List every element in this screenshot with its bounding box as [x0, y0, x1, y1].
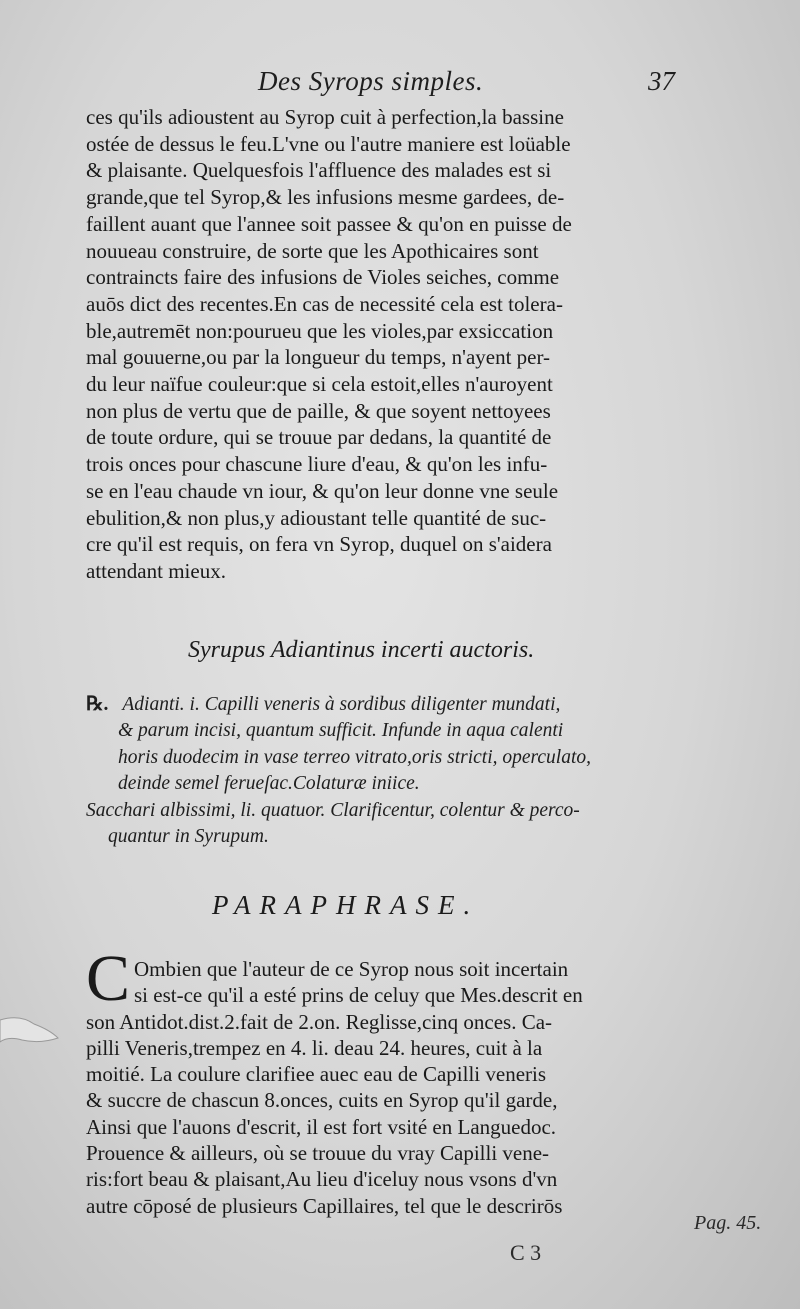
recipe-line: deinde semel ferueſac.Colaturæ iniice. — [118, 773, 420, 795]
body-paragraph — [86, 104, 691, 585]
text-line: grande,que tel Syrop,& les infusions mesme gardees, de- — [86, 185, 565, 210]
text-line: du leur naïfue couleur:que si cela estoit,elles n'auroyent — [86, 372, 553, 397]
text-line: cre qu'il est requis, on fera vn Syrop, duquel on s'aidera — [86, 532, 552, 557]
drop-cap: C — [86, 942, 131, 1015]
text-line: & succre de chascun 8.onces, cuits en Syrop qu'il garde, — [86, 1088, 558, 1113]
text-line: de toute ordure, qui se trouue par dedans, la quantité de — [86, 425, 552, 450]
text-line: non plus de vertu que de paille, & que soyent nettoyees — [86, 398, 551, 423]
section-title: Syrupus Adiantinus incerti auctoris. — [188, 637, 535, 663]
text-line: moitié. La coulure clarifiee auec eau de Capilli veneris — [86, 1062, 547, 1087]
text-line: Ainsi que l'auons d'escrit, il est fort vsité en Languedoc. — [86, 1114, 557, 1139]
text-line: contraincts faire des infusions de Violes seiches, comme — [86, 265, 560, 290]
page-number: 37 — [648, 66, 675, 96]
text-line: Ombien que l'auteur de ce Syrop nous soit incertain — [134, 957, 569, 981]
text-line: si est-ce qu'il a esté prins de celuy que Mes.descrit en — [134, 983, 583, 1008]
text-line: & plaisante. Quelquesfois l'affluence des malades est si — [86, 158, 552, 183]
text-line: trois onces pour chascune liure d'eau, & qu'on les infu- — [86, 452, 548, 477]
paraphrase-heading: PARAPHRASE. — [212, 890, 480, 920]
recipe-symbol: ℞. — [86, 694, 109, 715]
running-head: Des Syrops simples. — [258, 66, 484, 96]
text-line: auōs dict des recentes.En cas de necessité cela est tolera- — [86, 291, 563, 316]
paraphrase-paragraph — [86, 956, 691, 1219]
text-line: attendant mieux. — [86, 558, 226, 583]
text-line: son Antidot.dist.2.fait de 2.on. Reglisse,cinq onces. Ca- — [86, 1009, 553, 1034]
text-line: pilli Veneris,trempez en 4. li. deau 24. heures, cuit à la — [86, 1035, 543, 1060]
text-line: autre cōposé de plusieurs Capillaires, tel que le descrirōs — [86, 1193, 563, 1218]
recipe-block — [86, 692, 706, 850]
margin-note: Pag. 45. — [694, 1212, 762, 1234]
text-line: se en l'eau chaude vn iour, & qu'on leur donne vne seule — [86, 478, 559, 503]
recipe-line: ℞. Adianti. i. Capilli veneris à sordibus diligenter mundati, — [86, 694, 561, 715]
text-line: ble,autremēt non:pourueu que les violes,par exsiccation — [86, 318, 554, 343]
recipe-line: horis duodecim in vase terreo vitrato,oris stricti, operculato, — [118, 746, 592, 768]
text-line: ostée de dessus le feu.L'vne ou l'autre maniere est loüable — [86, 131, 571, 156]
text-line: Prouence & ailleurs, où se trouue du vray Capilli vene- — [86, 1141, 550, 1166]
text-line: ris:fort beau & plaisant,Au lieu d'iceluy nous vsons d'vn — [86, 1167, 558, 1192]
recipe-line: quantur in Syrupum. — [108, 826, 269, 848]
text-line: nouueau construire, de sorte que les Apothicaires sont — [86, 238, 539, 263]
signature-mark: C 3 — [510, 1240, 542, 1265]
recipe-line: Sacchari albissimi, li. quatuor. Clarificentur, colentur & perco- — [86, 799, 580, 821]
paper-tear-mark — [0, 1000, 60, 1060]
text-line: faillent auant que l'annee soit passee & qu'on en puisse de — [86, 211, 572, 236]
text-line: ebulition,& non plus,y adioustant telle quantité de suc- — [86, 505, 547, 530]
text-line: ces qu'ils adioustent au Syrop cuit à perfection,la bassine — [86, 105, 564, 129]
recipe-line: & parum incisi, quantum sufficit. Infunde in aqua calenti — [118, 720, 564, 742]
text-line: mal gouuerne,ou par la longueur du temps, n'ayent per- — [86, 345, 551, 370]
